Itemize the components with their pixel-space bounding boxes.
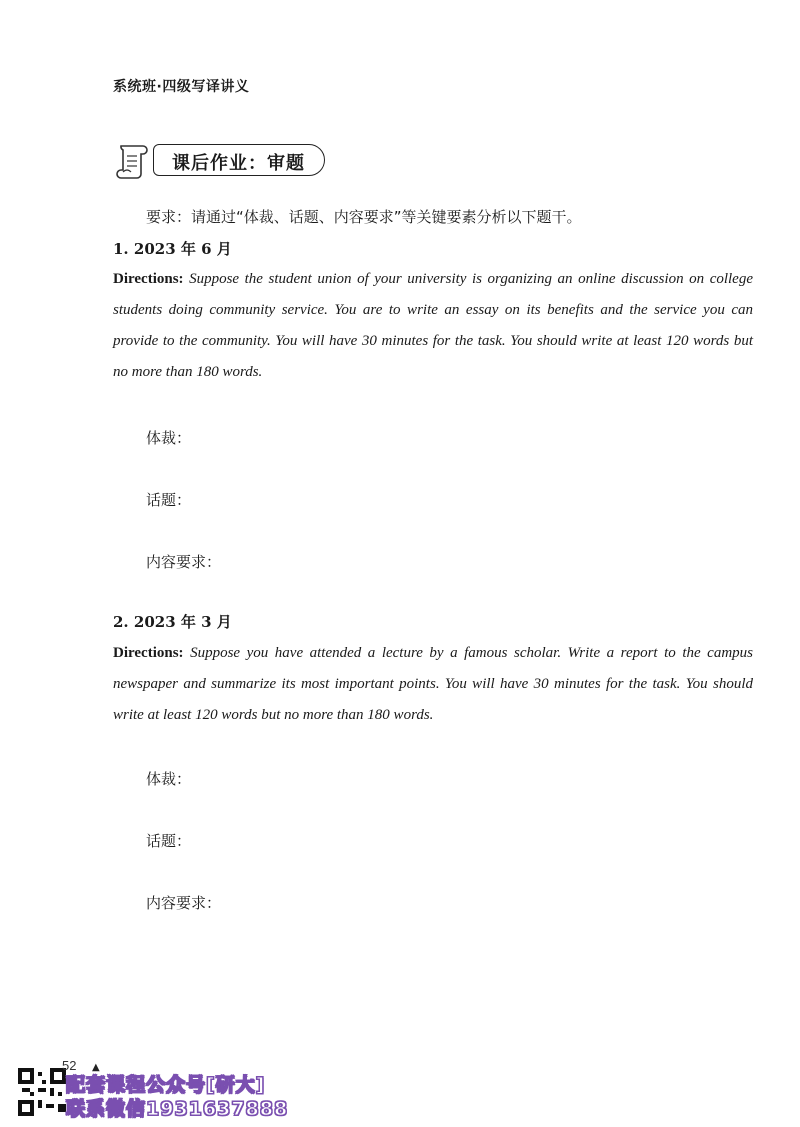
question-1-field-content: 内容要求： (146, 553, 222, 571)
question-1-field-genre: 体裁： (146, 429, 192, 447)
directions-label: Directions: (113, 645, 184, 661)
question-2-heading: 2. 2023 年 3 月 (113, 613, 232, 631)
section-title-box (153, 144, 325, 176)
page-number: 52 (62, 1058, 77, 1073)
question-2-field-topic: 话题： (146, 832, 192, 850)
qr-code-icon (18, 1068, 66, 1116)
question-2-field-genre: 体裁： (146, 770, 192, 788)
question-1-heading: 1. 2023 年 6 月 (113, 240, 232, 258)
directions-text: Suppose you have attended a lecture by a famous scholar. Write a report to the campus newspaper and summarize its most important points. You will have 30 minutes for the task. You should write at least 120 words but no more than 180 words. (113, 645, 753, 723)
scroll-icon (113, 140, 155, 182)
watermark-line-1: 配套课程公众号[研大] (66, 1074, 266, 1096)
question-2-field-content: 内容要求： (146, 894, 222, 912)
section-title: 课后作业：审题 (172, 153, 305, 174)
directions-text: Suppose the student union of your university is organizing an online discussion on college students doing community service. You are to write an essay on its benefits and the service you can provide to the community. You will have 30 minutes for the task. You should write at least 120 words but no more than 180 words. (113, 271, 753, 380)
question-1-field-topic: 话题： (146, 491, 192, 509)
question-2-directions (113, 638, 753, 731)
section-banner (113, 140, 333, 180)
watermark-line-2: 联系微信1931637888 (66, 1098, 289, 1120)
caret-up-icon: ▲ (92, 1062, 100, 1073)
directions-label: Directions: (113, 271, 184, 287)
requirement-text: 要求：请通过“体裁、话题、内容要求”等关键要素分析以下题干。 (146, 208, 582, 226)
question-1-directions (113, 264, 753, 388)
document-header: 系统班·四级写译讲义 (113, 79, 250, 95)
